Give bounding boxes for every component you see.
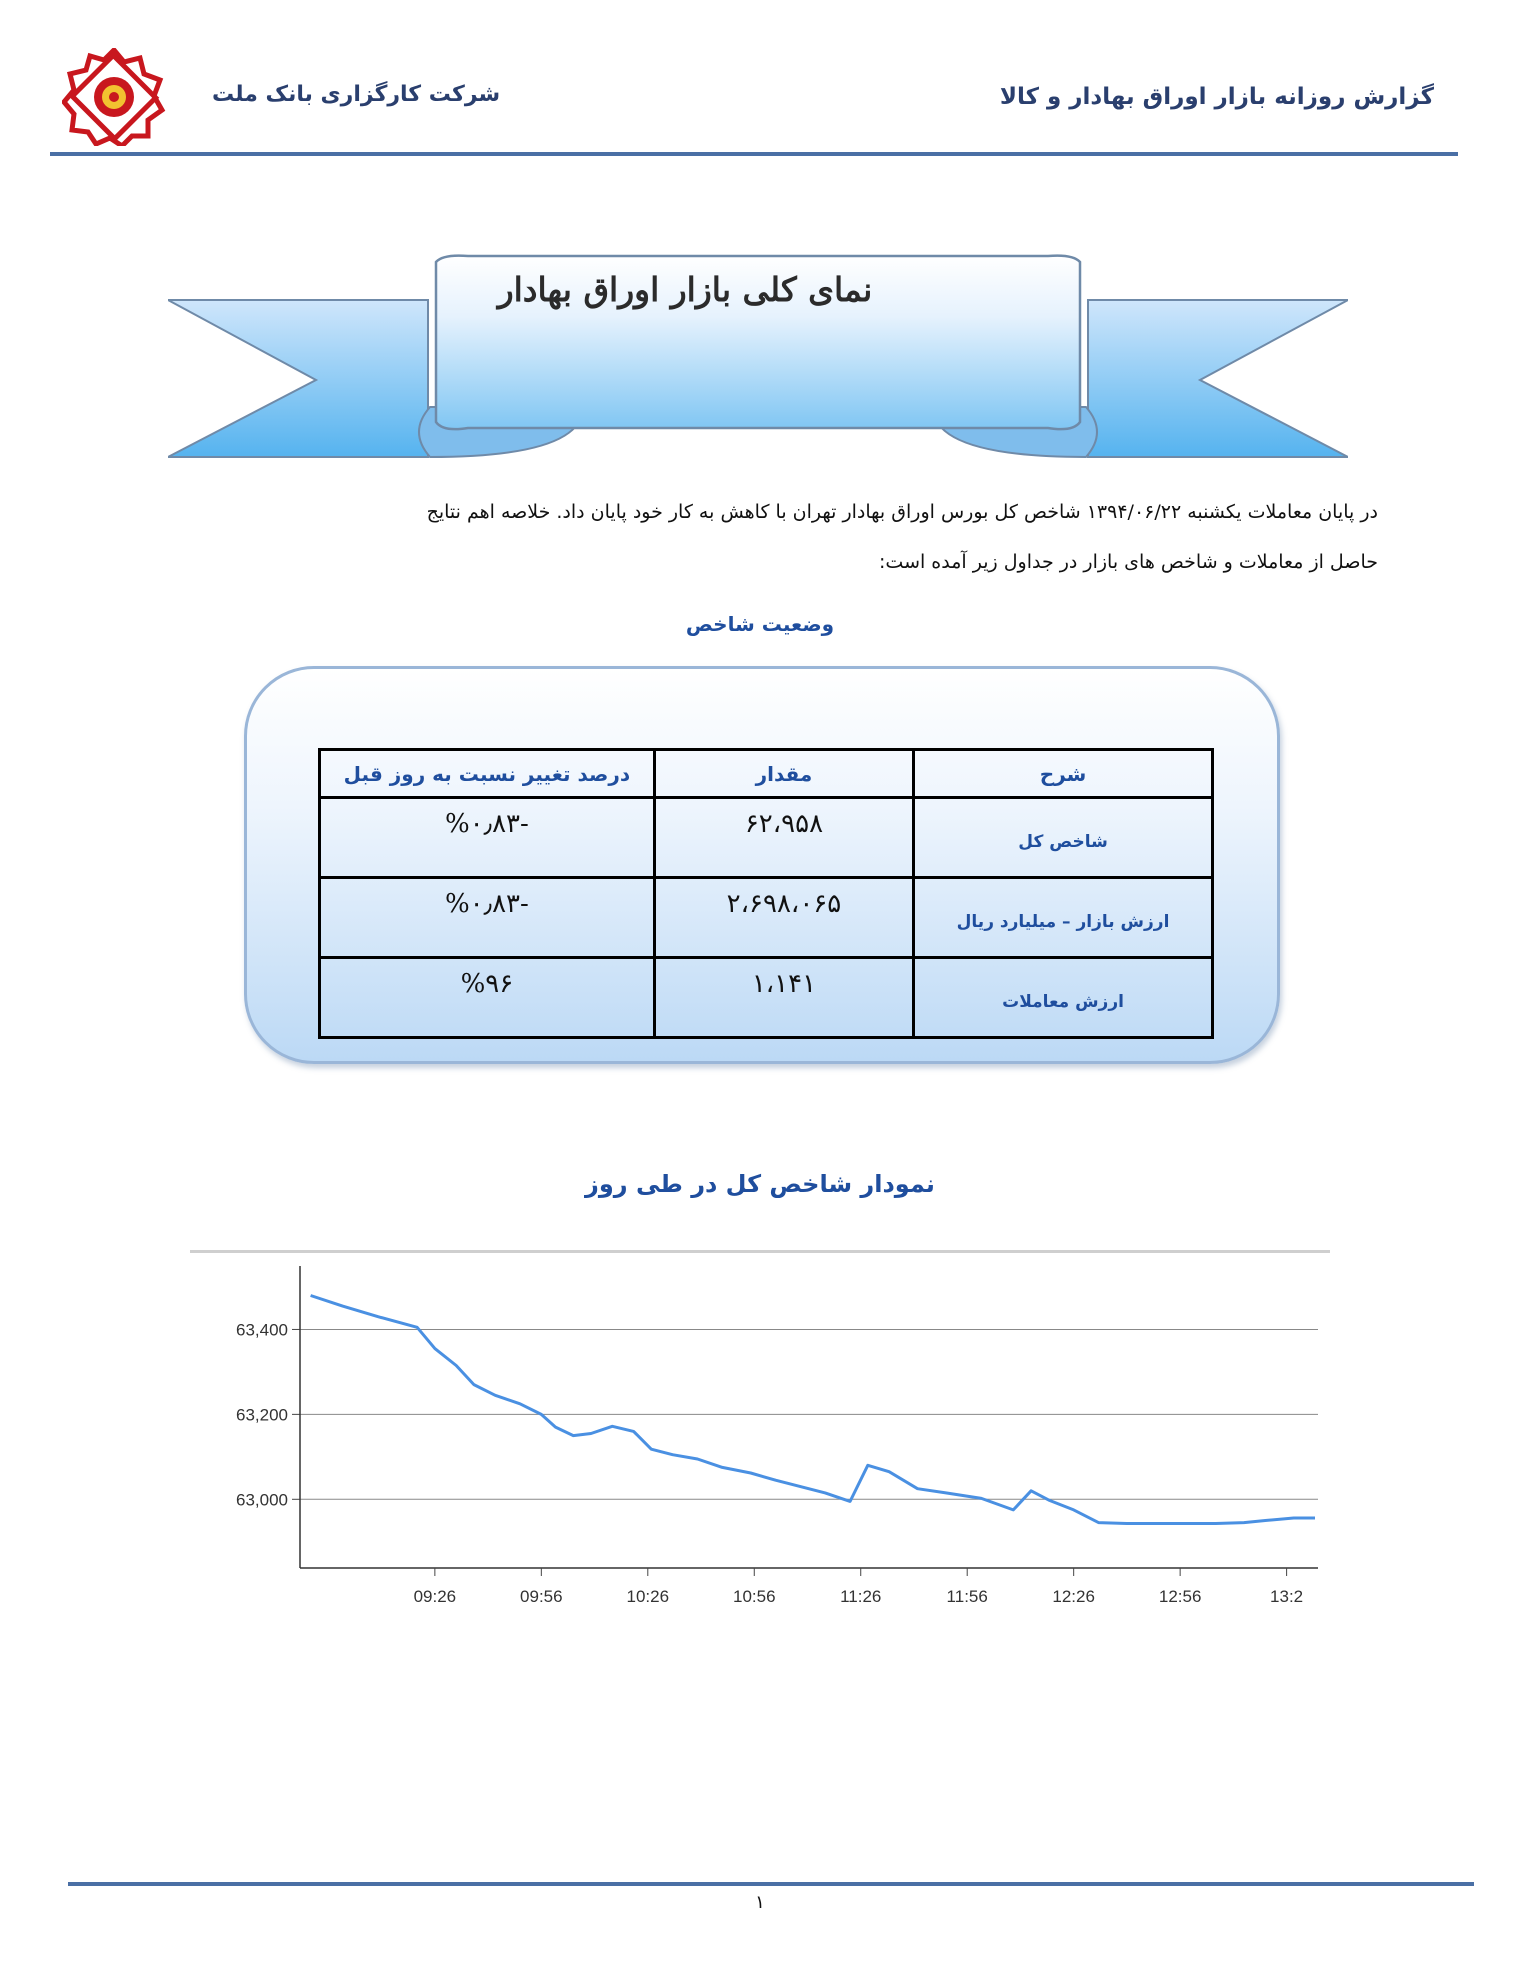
- header-desc: شرح: [914, 750, 1213, 798]
- header-value: مقدار: [654, 750, 913, 798]
- x-tick-label: 09:26: [413, 1587, 457, 1606]
- bank-mellat-logo-icon: [62, 48, 166, 146]
- row-desc: شاخص کل: [914, 798, 1213, 878]
- row-value: ۲،۶۹۸،۰۶۵: [654, 878, 913, 958]
- index-status-table: [318, 748, 1214, 1039]
- x-tick-label: 11:26: [840, 1587, 882, 1606]
- table-row: [320, 958, 1213, 1038]
- intro-line-2: حاصل از معاملات و شاخص های بازار در جداول زیر آمده است:: [879, 551, 1378, 573]
- chart-title: نمودار شاخص کل در طی روز: [585, 1170, 935, 1198]
- row-value: ۶۲،۹۵۸: [654, 798, 913, 878]
- chart-frame-rule: [190, 1250, 1330, 1253]
- intro-line-1: در پایان معاملات یکشنبه ۱۳۹۴/۰۶/۲۲ شاخص کل بورس اوراق بهادار تهران با کاهش به کار خود پایان داد. خلاصه اهم نتایج: [426, 501, 1378, 523]
- row-change: -%۰٫۸۳: [320, 878, 655, 958]
- row-desc: ارزش بازار – میلیارد ریال: [914, 878, 1213, 958]
- y-tick-label: 63,400: [236, 1320, 288, 1340]
- report-title: گزارش روزانه بازار اوراق بهادار و کالا: [999, 84, 1434, 110]
- row-desc: ارزش معاملات: [914, 958, 1213, 1038]
- index-status-title: وضعیت شاخص: [685, 612, 835, 636]
- company-name: شرکت کارگزاری بانک ملت: [212, 82, 501, 107]
- row-change: -%۰٫۸۳: [320, 798, 655, 878]
- x-tick-label: 10:26: [626, 1587, 670, 1606]
- row-change: %۹۶: [320, 958, 655, 1038]
- x-tick-label: 13:2: [1270, 1587, 1304, 1606]
- banner-title: نمای کلی بازار اوراق بهادار: [497, 270, 873, 309]
- x-tick-label: 11:56: [946, 1587, 988, 1606]
- y-tick-label: 63,000: [236, 1490, 288, 1510]
- x-tick-label: 09:56: [520, 1587, 563, 1606]
- footer-divider: [68, 1882, 1474, 1886]
- x-tick-label: 12:26: [1052, 1587, 1095, 1606]
- table-row: [320, 878, 1213, 958]
- page-number: ۱: [755, 1892, 765, 1913]
- row-value: ۱،۱۴۱: [654, 958, 913, 1038]
- header-change: درصد تغییر نسبت به روز قبل: [320, 750, 655, 798]
- y-tick-label: 63,200: [236, 1405, 288, 1425]
- table-row: [320, 798, 1213, 878]
- intraday-index-chart: [190, 1256, 1330, 1606]
- x-tick-label: 12:56: [1158, 1587, 1202, 1606]
- header-divider: [50, 152, 1458, 156]
- x-tick-label: 10:56: [732, 1587, 776, 1606]
- table-header-row: [320, 750, 1213, 798]
